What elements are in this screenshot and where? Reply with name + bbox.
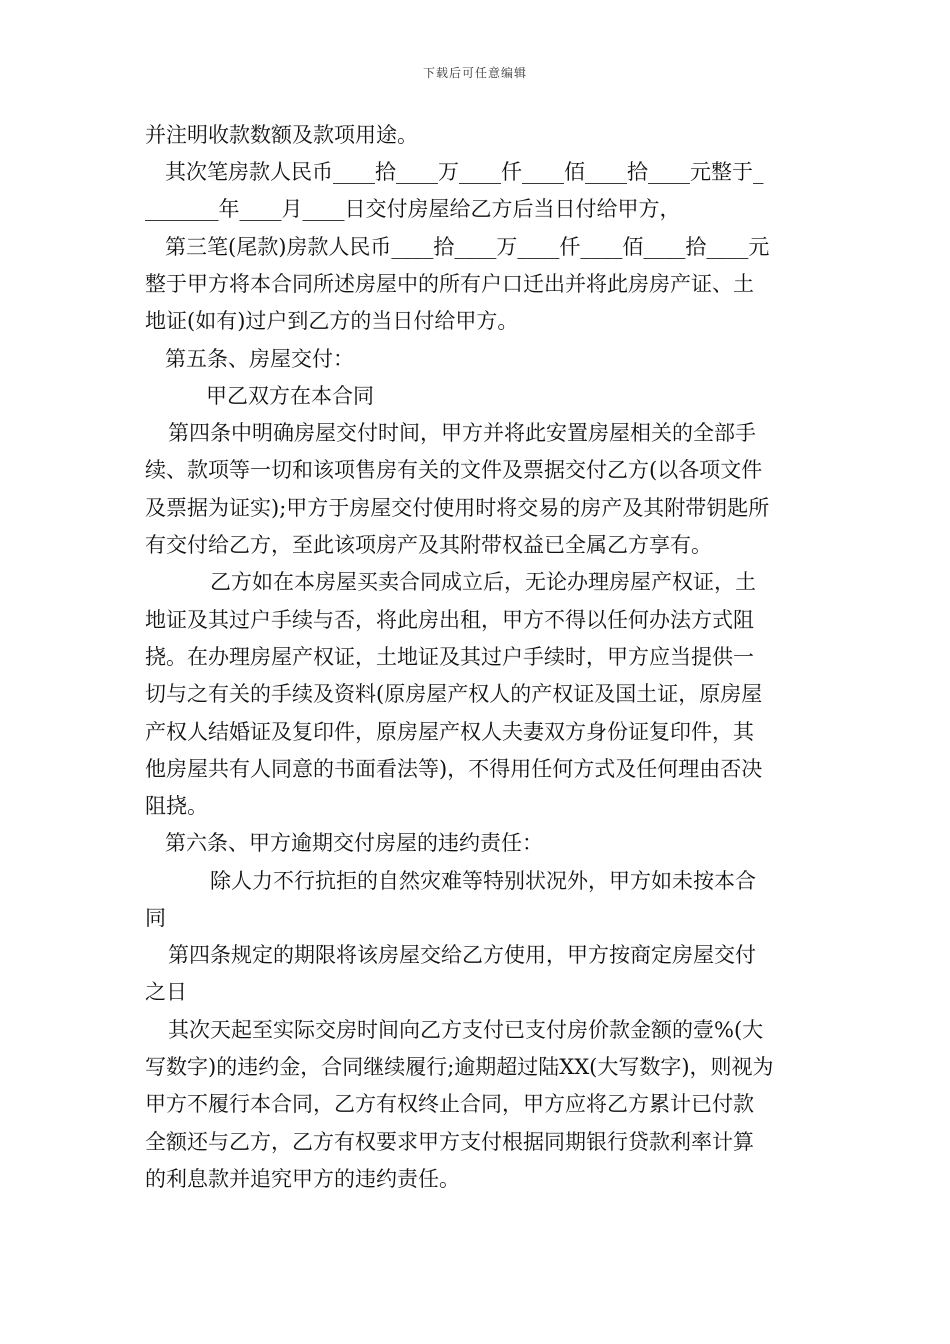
text-line: _______年____月____日交付房屋给乙方后当日付给甲方， <box>145 197 681 221</box>
page-header: 下载后可任意编辑 <box>422 66 527 80</box>
text-line: 除人力不行抗拒的自然灾难等特别状况外，甲方如未按本合 <box>210 869 756 893</box>
text-line: 全额还与乙方，乙方有权要求甲方支付根据同期银行贷款利率计算 <box>145 1130 754 1154</box>
text-line: 挠。在办理房屋产权证，土地证及其过户手续时，甲方应当提供一 <box>145 645 754 669</box>
text-line: 切与之有关的手续及资料(原房屋产权人的产权证及国土证，原房屋 <box>145 682 763 706</box>
text-line: 有交付给乙方，至此该项房产及其附带权益已全属乙方享有。 <box>145 533 712 557</box>
text-line: 第四条规定的期限将该房屋交给乙方使用，甲方按商定房屋交付 <box>168 943 756 967</box>
text-line: 阻挠。 <box>145 794 208 818</box>
text-line: 甲乙双方在本合同 <box>206 384 374 408</box>
text-line: 并注明收款数额及款项用途。 <box>145 123 418 147</box>
section-heading: 第五条、房屋交付： <box>165 347 354 371</box>
text-line: 同 <box>145 906 166 930</box>
text-line: 产权人结婚证及复印件，原房屋产权人夫妻双方身份证复印件，其 <box>145 720 754 744</box>
text-line: 续、款项等一切和该项售房有关的文件及票据交付乙方(以各项文件 <box>145 458 763 482</box>
text-line: 其次天起至实际交房时间向乙方支付已支付房价款金额的壹%(大 <box>168 1018 764 1042</box>
text-line: 甲方不履行本合同，乙方有权终止合同，甲方应将乙方累计已付款 <box>145 1092 754 1116</box>
section-heading: 第六条、甲方逾期交付房屋的违约责任： <box>165 831 543 855</box>
text-line: 乙方如在本房屋买卖合同成立后，无论办理房屋产权证，土 <box>210 570 756 594</box>
text-line: 其次笔房款人民币____拾____万____仟____佰____拾____元整于_ <box>165 160 764 184</box>
text-line: 他房屋共有人同意的书面看法等)，不得用任何方式及任何理由否决 <box>145 757 763 781</box>
text-line: 第四条中明确房屋交付时间，甲方并将此安置房屋相关的全部手 <box>168 421 756 445</box>
text-line: 之日 <box>145 980 187 1004</box>
text-line: 地证(如有)过户到乙方的当日付给甲方。 <box>145 309 519 333</box>
text-line: 地证及其过户手续与否，将此房出租，甲方不得以任何办法方式阻 <box>145 608 754 632</box>
text-line: 的利息款并追究甲方的违约责任。 <box>145 1167 460 1191</box>
text-line: 第三笔(尾款)房款人民币____拾____万____仟____佰____拾____元 <box>165 235 770 259</box>
text-line: 整于甲方将本合同所述房屋中的所有户口迁出并将此房房产证、土 <box>145 272 754 296</box>
text-line: 及票据为证实);甲方于房屋交付使用时将交易的房产及其附带钥匙所 <box>145 496 770 520</box>
text-line: 写数字)的违约金，合同继续履行;逾期超过陆XX(大写数字)，则视为 <box>145 1055 774 1079</box>
